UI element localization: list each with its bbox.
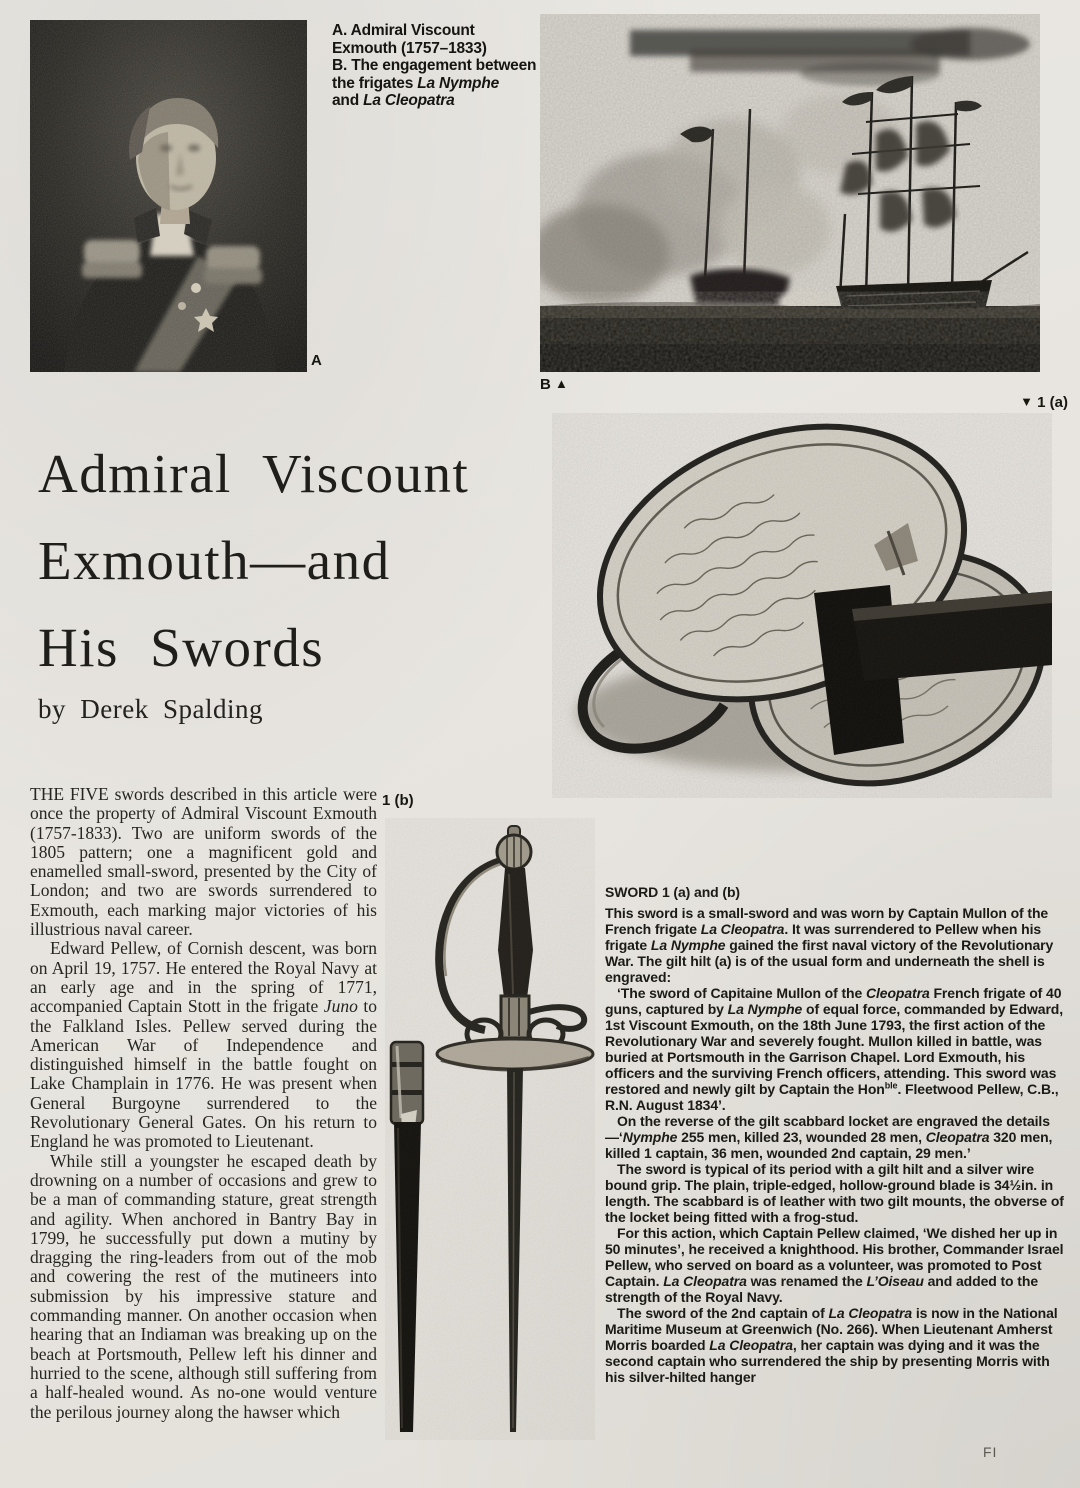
sword-description-column: [605, 884, 1067, 1385]
article-body-column: [30, 785, 377, 1422]
locket-image: [552, 413, 1052, 798]
locket-label-row: [0, 394, 1068, 411]
battle-label: B: [540, 376, 551, 393]
byline: by Derek Spalding: [38, 694, 263, 724]
caption-line: and La Cleopatra: [332, 92, 455, 110]
locket-label: 1 (a): [1037, 394, 1068, 411]
article-paragraph: While still a youngster he escaped death by drowning on a number of occasions and grew to be a man of commanding stature, great strength and agility. When anchored in Bantry Bay in 1799, he successfully put down a mutiny by dragging the ring-leaders from out of the mob and cowering the rest of the mutineers into submission by his impressive stature and commanding manner. On another occasion when hearing that an Indiaman was breaking up on the beach at Portsmouth, Pellew left his dinner and hurried to the scene, although still suffering from a half-healed wound. As no-one would venture the perilous journey along the hawser which: [30, 1150, 377, 1422]
page-marker: FI: [983, 1444, 998, 1460]
sword-section-heading: SWORD 1 (a) and (b): [605, 884, 740, 900]
sword-paragraph: For this action, which Captain Pellew claimed, ‘We dished her up in 50 minutes’, he received a knighthood. His brother, Commander Israel Pellew, who served on board as a volunteer, was promoted to Post Captain. La Cleopatra was renamed the L’Oiseau and added to the strength of the Royal Navy.: [605, 1225, 1064, 1305]
caption-line: Exmouth (1757–1833): [332, 39, 487, 57]
battle-label-row: [540, 376, 568, 393]
locket-figure: [552, 413, 1052, 798]
title-line-1: Admiral Viscount: [38, 443, 470, 504]
caption-line: A. Admiral Viscount: [332, 22, 475, 39]
article-paragraph: THE FIVE swords described in this article were once the property of Admiral Viscount Exmouth (1757-1833). Two are uniform swords of the 1805 pattern; one a magnificent gold and enamelled small-sword, presented by the City of London; and two are swords surrendered to Exmouth, each marking major victories of his illustrious naval career.: [30, 784, 377, 940]
battle-figure: [540, 14, 1040, 372]
sword-paragraph: This sword is a small-sword and was worn by Captain Mullon of the French frigate La Cleopatra. It was surrendered to Pellew when his frigate La Nymphe gained the first naval victory of the Revolutionary War. The gilt hilt (a) is of the usual form and underneath the shell is engraved:: [605, 905, 1054, 985]
title-line-3: His Swords: [38, 617, 325, 678]
caption-line: B. The engagement between: [332, 57, 537, 75]
title-line-2: Exmouth—and: [38, 530, 391, 591]
battle-image: [540, 14, 1040, 372]
portrait-label: A: [311, 352, 322, 369]
portrait-figure: [30, 20, 307, 372]
portrait-image: [30, 20, 307, 372]
sword-paragraph: ‘The sword of Capitaine Mullon of the Cleopatra French frigate of 40 guns, captured by La Nymphe of equal force, commanded by Edward, 1st Viscount Exmouth, on the 18th June 1793, the first action of the Revolutionary War and severely fought. Mullon killed in battle, was buried at Portsmouth in the Garrison Chapel. Lord Exmouth, his officers and the surviving French officers, attending. This sword was restored and newly gilt by Captain the Hon$^{ble}$. Fleetwood Pellew, C.B., R.N. August 1834’.: [605, 985, 1064, 1113]
sword-paragraph: The sword of the 2nd captain of La Cleopatra is now in the National Maritime Museum at Greenwich (No. 266). When Lieutenant Amherst Morris boarded La Cleopatra, her captain was dying and it was the second captain who surrendered the ship by presenting Morris with his silver-hilted hanger: [605, 1305, 1058, 1385]
sword-image: [385, 818, 595, 1440]
sword-paragraph: The sword is typical of its period with a gilt hilt and a silver wire bound grip. The plain, triple-edged, hollow-ground blade is 34½in. in length. The scabbard is of leather with two gilt mounts, the obverse of the locket being fitted with a frog-stud.: [605, 1161, 1064, 1225]
article-title: [38, 430, 558, 691]
sword-label: 1 (b): [382, 792, 414, 809]
down-triangle-icon: ▼: [1020, 394, 1033, 409]
sword-figure: [385, 818, 595, 1440]
article-paragraph: Edward Pellew, of Cornish descent, was born on April 19, 1757. He entered the Royal Navy at an early age and in the spring of 1771, accompanied Captain Stott in the frigate Juno to the Falkland Isles. Pellew served during the American War of Independence and distinguished himself in the battle fought on Lake Champlain in 1776. He was present when General Burgoyne surrendered to the Revolutionary General Gates. On his return to England he was promoted to Lieutenant.: [30, 938, 377, 1152]
sword-paragraph: On the reverse of the gilt scabbard locket are engraved the details—‘Nymphe 255 men, killed 23, wounded 28 men, Cleopatra 320 men, killed 1 captain, 36 men, wounded 2nd captain, 29 men.’: [605, 1113, 1053, 1161]
up-triangle-icon: ▲: [555, 376, 568, 391]
caption-line: the frigates La Nymphe: [332, 74, 500, 92]
